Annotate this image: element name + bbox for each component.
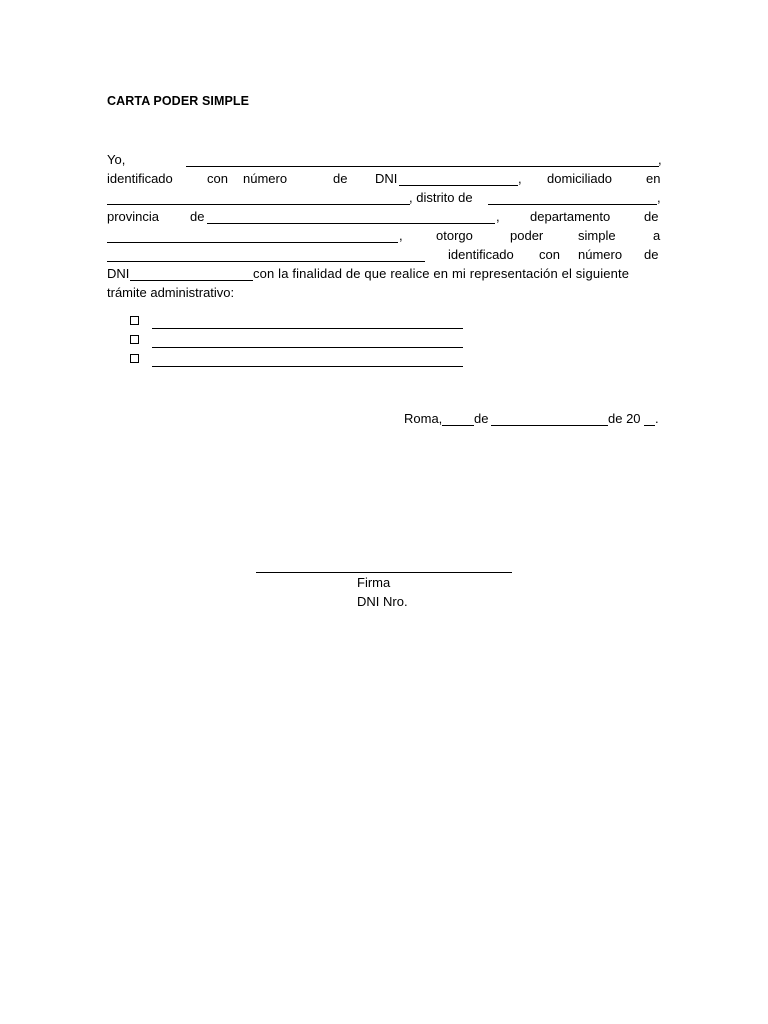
date-line <box>404 409 664 428</box>
text-comma: , <box>658 152 662 167</box>
text-de: de <box>474 411 489 426</box>
text-departamento: departamento <box>530 209 611 224</box>
text-con: con <box>207 171 228 186</box>
text-comma: , <box>496 209 500 224</box>
paragraph-line-1 <box>107 150 661 169</box>
paragraph-line-6 <box>107 245 661 264</box>
year-blank[interactable] <box>644 425 655 426</box>
text-de: de <box>644 209 659 224</box>
text-de: de <box>333 171 348 186</box>
text-poder: poder <box>510 228 544 243</box>
signature-line[interactable] <box>256 572 512 573</box>
text-finalidad: con la finalidad de que realice en mi representación el siguiente <box>253 266 630 281</box>
provincia-blank[interactable] <box>207 223 495 224</box>
text-identificado: identificado <box>107 171 173 186</box>
text-period: . <box>655 411 659 426</box>
text-provincia: provincia <box>107 209 160 224</box>
day-blank[interactable] <box>442 425 474 426</box>
tramite-blank[interactable] <box>152 366 463 367</box>
text-comma: , <box>399 228 403 243</box>
text-en: en <box>646 171 661 186</box>
text-distrito: , distrito de <box>409 190 473 205</box>
name-blank[interactable] <box>186 166 659 167</box>
text-simple: simple <box>578 228 616 243</box>
month-blank[interactable] <box>491 425 608 426</box>
paragraph-line-8 <box>107 283 661 302</box>
paragraph-line-5 <box>107 226 661 245</box>
checkbox-square-icon[interactable] <box>130 316 139 325</box>
address-blank[interactable] <box>107 204 410 205</box>
tramite-blank[interactable] <box>152 328 463 329</box>
tramite-blank[interactable] <box>152 347 463 348</box>
text-dni: DNI <box>375 171 398 186</box>
document-title: CARTA PODER SIMPLE <box>107 94 250 108</box>
dni-blank[interactable] <box>399 185 518 186</box>
paragraph-line-7 <box>107 264 661 283</box>
text-yo: Yo, <box>107 152 126 167</box>
text-domiciliado: domiciliado <box>547 171 613 186</box>
checkbox-square-icon[interactable] <box>130 354 139 363</box>
text-identificado: identificado <box>448 247 514 262</box>
signature-dni-label: DNI Nro. <box>357 594 408 609</box>
text-de: de <box>190 209 205 224</box>
text-de-20: de 20 <box>608 411 641 426</box>
text-city: Roma, <box>404 411 443 426</box>
text-otorgo: otorgo <box>436 228 473 243</box>
text-de: de <box>644 247 659 262</box>
text-comma: , <box>657 190 661 205</box>
paragraph-line-4 <box>107 207 661 226</box>
paragraph-line-2 <box>107 169 661 188</box>
text-a: a <box>653 228 661 243</box>
apoderado-blank[interactable] <box>107 261 425 262</box>
text-numero: número <box>578 247 623 262</box>
checkbox-square-icon[interactable] <box>130 335 139 344</box>
text-dni: DNI <box>107 266 130 281</box>
distrito-blank[interactable] <box>488 204 657 205</box>
text-con: con <box>539 247 560 262</box>
departamento-blank[interactable] <box>107 242 398 243</box>
apoderado-dni-blank[interactable] <box>130 280 253 281</box>
signature-label: Firma <box>357 575 391 590</box>
paragraph-line-3 <box>107 188 661 207</box>
text-comma: , <box>518 171 522 186</box>
text-numero: número <box>243 171 288 186</box>
text-tramite: trámite administrativo: <box>107 285 235 300</box>
